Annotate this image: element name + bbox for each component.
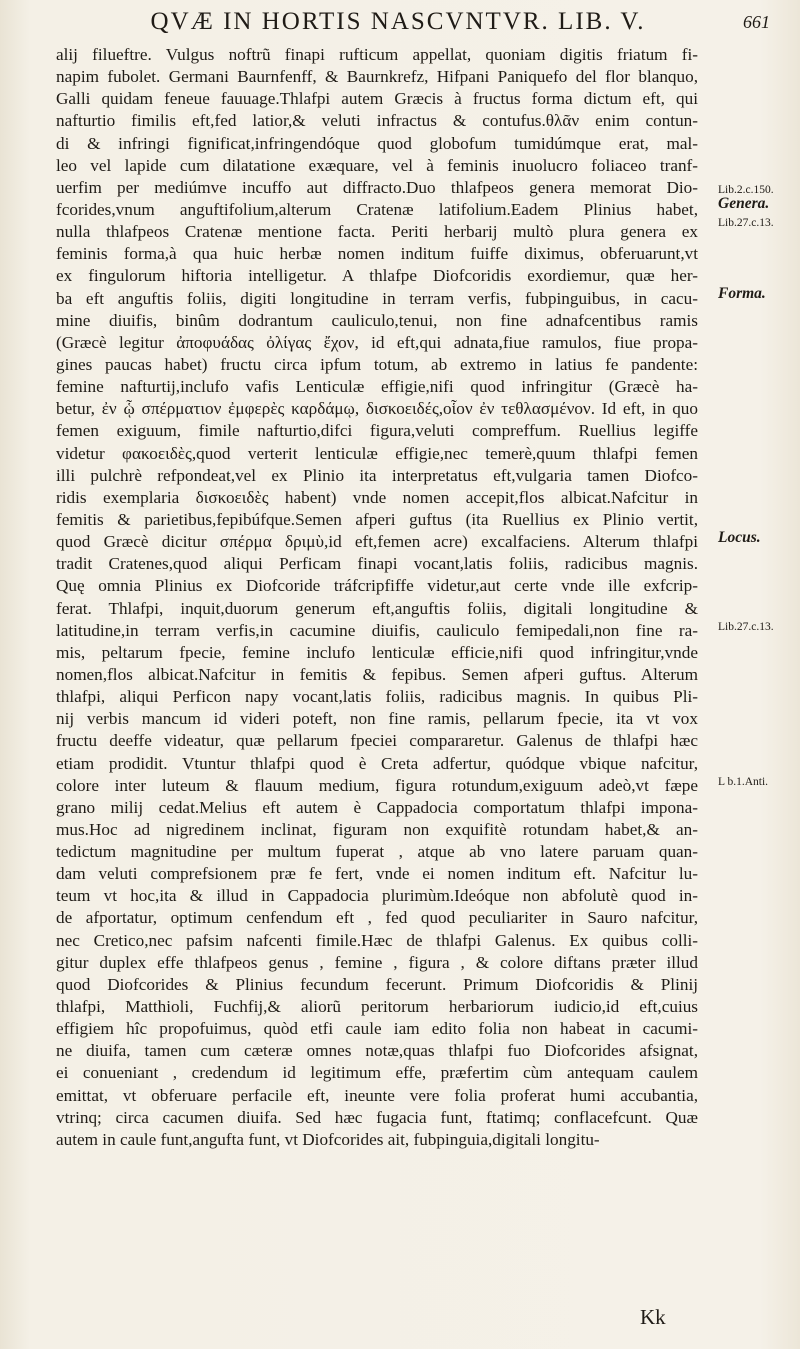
margin-note: L b.1.Anti. bbox=[718, 776, 769, 788]
text-line: effigiem hîc propofuimus, quòd etfi caule iam edito folia non habeat in cacumi- bbox=[56, 1019, 698, 1039]
text-line: gines paucas habet) fructu circa ipfum totum, ab extremo in latius fe pandente: bbox=[56, 354, 698, 374]
margin-note: Lib.2.c.150. bbox=[718, 184, 774, 196]
text-line: femen exiguum, fimile nafturtio,difci figura,veluti compreffum. Ruellius legiffe bbox=[56, 421, 698, 441]
text-line: nulla thlafpeos Cratenæ mentione facta. Periti herbarij multò plura genera ex bbox=[56, 222, 698, 242]
text-line: alij filueftre. Vulgus noftrũ finapi rufticum appellat, quoniam digitis friatum fi- bbox=[56, 45, 698, 64]
signature-mark: Kk bbox=[640, 1305, 666, 1329]
text-line: Quę omnia Plinius ex Diofcoride tráfcripfiffe videtur,aut certe vnde ille exfcrip- bbox=[56, 576, 698, 596]
text-line: di & infringi fignificat,infringendóque quod globofum tumidúmque erat, mal- bbox=[56, 133, 698, 153]
text-line: Galli quidam feneue fauuage.Thlafpi autem Græcis à fructus forma dictum eft, qui bbox=[56, 89, 698, 109]
text-line: grano milij cedat.Melius eft autem è Cappadocia comportatum thlafpi impona- bbox=[56, 797, 698, 817]
text-line: quod Græcè dicitur σπέρμα δριμὺ,id eft,femen acre) excalfaciens. Alterum thlafpi bbox=[56, 532, 698, 552]
text-line: napim fubolet. Germani Baurnfenff, & Baurnkrefz, Hifpani Paniquefo del flor blanquo, bbox=[56, 67, 698, 87]
text-line: uerfim per mediúmve incuffo aut diffracto.Duo thlafpeos genera memorat Dio- bbox=[56, 177, 698, 197]
text-line: femitis & parietibus,fepibúfque.Semen afperi guftus (ita Ruellius ex Plinio vertit, bbox=[56, 509, 698, 529]
margin-note: Forma. bbox=[718, 285, 766, 302]
page-number: 661 bbox=[743, 12, 770, 32]
margin-note: Lib.27.c.13. bbox=[718, 217, 774, 229]
margin-note: Genera. bbox=[718, 195, 770, 212]
text-line: tedictum magnitudine per multum fuperat , atque ab vno latere paruam quan- bbox=[56, 842, 698, 862]
text-line: ne diuifa, tamen cum cæteræ omnes notæ,quas thlafpi fuo Diofcorides afsignat, bbox=[56, 1041, 698, 1061]
text-line: nafturtio fimilis eft,fed latior,& veluti infractus & contufus.θλᾶν enim contun- bbox=[56, 111, 698, 131]
text-line: mus.Hoc ad nigredinem inclinat, figuram non exquifitè rotundam habet,& an- bbox=[56, 819, 698, 839]
text-line: ex fingulorum hiftoria intelligetur. A thlafpe Diofcoridis exordiemur, quæ her- bbox=[56, 266, 698, 286]
text-line: betur, ἐν ᾧ σπέρματιον ἐμφερὲς καρδάμῳ, δισκοειδές,οἷον ἐν τεθλασμένον. Id eft, in quo bbox=[56, 399, 698, 419]
text-line: mine diuifis, binûm dodrantum cauliculo,tenui, non fine adnafcentibus ramis bbox=[56, 310, 698, 330]
text-line: mis, peltarum fpecie, femine inclufo lenticulæ efficie,nifi quod infringitur,vnde bbox=[56, 642, 698, 662]
text-line: fructu deeffe videatur, quæ pellarum fpeciei compararetur. Galenus de thlafpi hæc bbox=[56, 731, 698, 751]
text-line: autem in caule funt,angufta funt, vt Diofcorides ait, fubpinguia,digitali longitu- bbox=[56, 1129, 600, 1149]
text-line: de afportatur, optimum cenfendum eft , fed quod peculiariter in Sauro nafcitur, bbox=[56, 908, 698, 928]
body-text bbox=[56, 44, 698, 1151]
text-line: tradit Cratenes,quod aliqui Perficam finapi vocant,latis foliis, radicibus magnis. bbox=[56, 554, 698, 574]
text-line: feminis forma,à qua huic herbæ nomen inditum fuiffe diximus, obferuarunt,vt bbox=[56, 244, 698, 264]
text-line: thlafpi, Matthioli, Fuchfij,& aliorũ peritorum herbariorum iudicio,id eft,cuius bbox=[56, 997, 698, 1017]
text-line: emittat, vt obferuare perfacile eft, ineunte vere folia proferat humi accubantia, bbox=[56, 1085, 698, 1105]
margin-note: Lib.27.c.13. bbox=[718, 621, 774, 633]
text-line: dam veluti comprefsionem præ fe fert, vnde ei nomen inditum eft. Nafcitur lu- bbox=[56, 864, 698, 884]
text-line: leo vel lapide cum dilatatione exæquare, vel à feminis inuolucro foliaceo tranf- bbox=[56, 155, 698, 175]
text-line: ba eft anguftis foliis, digiti longitudine in terram verfis, fubpinguibus, in cacu- bbox=[56, 288, 698, 308]
text-line: teum vt hoc,ita & illud in Cappadocia plurimùm.Ideóque non abfolutè quod in- bbox=[56, 886, 698, 906]
text-line: ei conueniant , credendum id legitimum effe, præfertim cùm antequam caulem bbox=[56, 1063, 698, 1083]
text-line: quod Diofcorides & Plinius fecundum fecerunt. Primum Diofcoridis & Plinij bbox=[56, 974, 698, 994]
running-head: QVÆ IN HORTIS NASCVNTVR. LIB. V. bbox=[150, 8, 646, 35]
text-line: ridis exemplaria δισκοειδὲς habent) vnde nomen accepit,flos albicat.Nafcitur in bbox=[56, 487, 698, 507]
text-line: nec Cretico,nec pafsim nafcenti fimile.Hæc de thlafpi Galenus. Ex quibus colli- bbox=[56, 930, 698, 950]
text-line: nij verbis mancum id videri poteft, non fine ramis, pellarum fpecie, ita vt vox bbox=[56, 709, 698, 729]
text-line: illi pulchrè refpondeat,vel ex Plinio ita interpretatus eft,vulgaria tamen Diofco- bbox=[56, 465, 698, 485]
text-line: vtrinq; circa cacumen diuifa. Sed hæc fugacia funt, ftatimq; conflacefcunt. Quæ bbox=[56, 1107, 698, 1127]
text-line: (Græcè legitur ἀποφυάδας ὀλίγας ἔχον, id eft,qui adnata,fiue ramulos, fiue propa- bbox=[56, 332, 698, 352]
text-line: etiam prodidit. Vtuntur thlafpi quod è Creta adfertur, quódque vbique nafcitur, bbox=[56, 753, 698, 773]
text-line: gitur duplex effe thlafpeos genus , femine , figura , & colore diftans præter illud bbox=[56, 952, 698, 972]
text-line: ferat. Thlafpi, inquit,duorum generum eft,anguftis foliis, digitali longitudine & bbox=[56, 598, 698, 618]
text-line: colore inter luteum & flauum medium, figura rotundum,exiguum adeò,vt fæpe bbox=[56, 775, 698, 795]
text-line: nomen,flos albicat.Nafcitur in femitis & fepibus. Semen afperi guftus. Alterum bbox=[56, 664, 698, 684]
text-line: thlafpi, aliqui Perficon napy vocant,latis foliis, radicibus magnis. In quibus Pli- bbox=[56, 687, 698, 707]
text-line: videtur φακοειδὲς,quod verterit lenticulæ effigie,nec temerè,quum thlafpi femen bbox=[56, 443, 698, 463]
text-line: fcorides,vnum anguftifolium,alterum Cratenæ latifolium.Eadem Plinius habet, bbox=[56, 199, 698, 219]
text-line: latitudine,in terram verfis,in cacumine diuifis, cauliculo femipedali,non fine ra- bbox=[56, 620, 698, 640]
text-line: femine nafturtij,inclufo vafis Lenticulæ effigie,nifi quod infringitur (Græcè ha- bbox=[56, 377, 698, 397]
margin-note: Locus. bbox=[718, 529, 761, 546]
